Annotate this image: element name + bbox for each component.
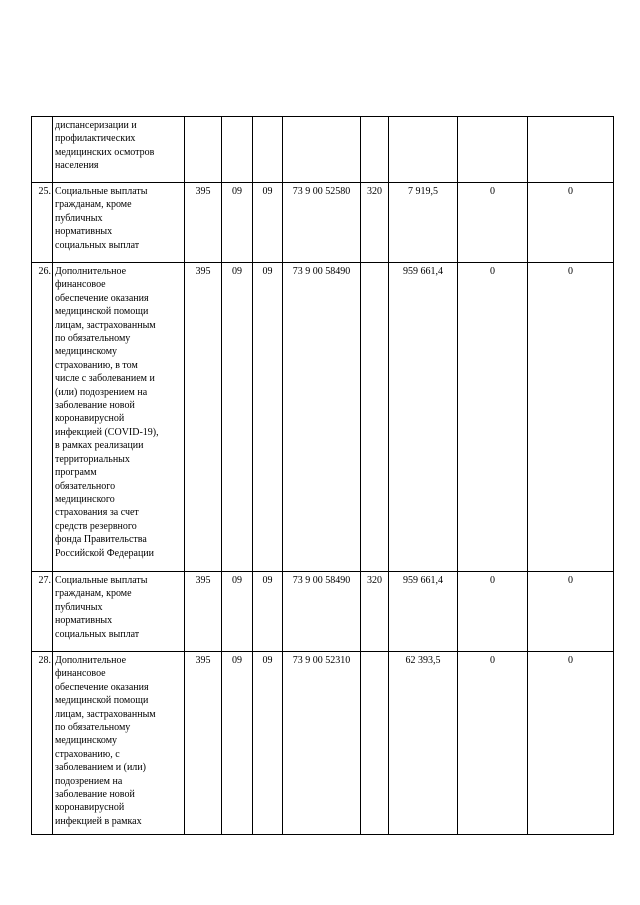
item-name-cell xyxy=(53,652,185,835)
amount-year3-cell: 0 xyxy=(528,263,614,572)
name-line: обеспечение оказания xyxy=(55,292,149,304)
name-line: профилактических xyxy=(55,133,136,145)
expense-type-cell: 320 xyxy=(361,572,389,652)
name-line: финансовое xyxy=(55,279,106,291)
target-article-cell: 73 9 00 58490 xyxy=(283,572,361,652)
table-row xyxy=(32,572,614,652)
name-line: финансовое xyxy=(55,668,106,680)
row-number-cell: 26. xyxy=(32,263,53,572)
amount-year3-cell: 0 xyxy=(528,572,614,652)
amount-year3-cell xyxy=(528,117,614,183)
item-name-cell xyxy=(53,263,185,572)
amount-year1-cell: 959 661,4 xyxy=(389,572,458,652)
amount-year1-cell: 959 661,4 xyxy=(389,263,458,572)
admin-code-cell: 395 xyxy=(185,183,222,263)
admin-code-cell: 395 xyxy=(185,572,222,652)
expense-type-cell: 320 xyxy=(361,183,389,263)
name-line: инфекцией в рамках xyxy=(55,815,142,827)
expense-type-cell xyxy=(361,263,389,572)
name-line: страхованию, в том xyxy=(55,359,138,371)
name-line: страхования за счет xyxy=(55,507,139,519)
name-line: страхованию, с xyxy=(55,748,120,760)
section-code-cell: 09 xyxy=(222,263,253,572)
name-line: медицинскому xyxy=(55,346,118,358)
target-article-cell: 73 9 00 52310 xyxy=(283,652,361,835)
amount-year2-cell: 0 xyxy=(458,572,528,652)
name-line: коронавирусной xyxy=(55,413,125,425)
name-line: обеспечение оказания xyxy=(55,681,149,693)
name-line: медицинскому xyxy=(55,735,118,747)
subsection-code-cell: 09 xyxy=(253,183,283,263)
name-line: коронавирусной xyxy=(55,802,125,814)
name-line: населения xyxy=(55,160,99,172)
target-article-cell xyxy=(283,117,361,183)
name-line: Дополнительное xyxy=(55,266,127,277)
row-number-cell: 25. xyxy=(32,183,53,263)
name-line: по обязательному xyxy=(55,722,131,734)
name-line: обязательного xyxy=(55,480,116,492)
admin-code-cell: 395 xyxy=(185,263,222,572)
amount-year2-cell xyxy=(458,117,528,183)
name-line: публичных xyxy=(55,212,103,224)
name-line: медицинского xyxy=(55,493,115,505)
table-body xyxy=(32,117,614,835)
name-line: медицинской помощи xyxy=(55,695,149,707)
name-line: по обязательному xyxy=(55,333,131,345)
amount-year2-cell: 0 xyxy=(458,652,528,835)
item-name-cell xyxy=(53,117,185,183)
expense-type-cell xyxy=(361,117,389,183)
table-row xyxy=(32,117,614,183)
name-line: публичных xyxy=(55,601,103,613)
name-line: медицинских осмотров xyxy=(55,146,155,158)
name-line: числе с заболеванием и xyxy=(55,373,155,385)
name-line: фонда Правительства xyxy=(55,534,147,546)
item-name-cell xyxy=(53,183,185,263)
admin-code-cell xyxy=(185,117,222,183)
section-code-cell xyxy=(222,117,253,183)
name-line: средств резервного xyxy=(55,520,137,532)
name-line: нормативных xyxy=(55,615,113,627)
name-line: подозрением на xyxy=(55,775,123,787)
name-line: инфекцией (COVID-19), xyxy=(55,426,159,438)
name-line: программ xyxy=(55,467,97,479)
target-article-cell: 73 9 00 52580 xyxy=(283,183,361,263)
name-line: в рамках реализации xyxy=(55,440,144,452)
name-line: лицам, застрахованным xyxy=(55,319,156,331)
table-row xyxy=(32,183,614,263)
name-line: заболевание новой xyxy=(55,789,135,801)
budget-table xyxy=(31,116,614,835)
expense-type-cell xyxy=(361,652,389,835)
name-line: Социальные выплаты xyxy=(55,575,148,586)
name-line: нормативных xyxy=(55,226,113,238)
item-name-cell xyxy=(53,572,185,652)
row-number-cell: 27. xyxy=(32,572,53,652)
amount-year3-cell: 0 xyxy=(528,652,614,835)
name-line: территориальных xyxy=(55,453,130,465)
name-line: социальных выплат xyxy=(55,628,140,640)
subsection-code-cell: 09 xyxy=(253,652,283,835)
name-line: Дополнительное xyxy=(55,655,127,666)
section-code-cell: 09 xyxy=(222,572,253,652)
name-line: заболеванием и (или) xyxy=(55,762,146,774)
subsection-code-cell: 09 xyxy=(253,263,283,572)
name-line: гражданам, кроме xyxy=(55,588,132,600)
admin-code-cell: 395 xyxy=(185,652,222,835)
row-number-cell: 28. xyxy=(32,652,53,835)
section-code-cell: 09 xyxy=(222,652,253,835)
name-line: медицинской помощи xyxy=(55,306,149,318)
amount-year1-cell: 7 919,5 xyxy=(389,183,458,263)
amount-year1-cell xyxy=(389,117,458,183)
name-line: социальных выплат xyxy=(55,239,140,251)
name-line: гражданам, кроме xyxy=(55,199,132,211)
name-line: лицам, застрахованным xyxy=(55,708,156,720)
section-code-cell: 09 xyxy=(222,183,253,263)
name-line: заболевание новой xyxy=(55,400,135,412)
amount-year1-cell: 62 393,5 xyxy=(389,652,458,835)
subsection-code-cell xyxy=(253,117,283,183)
row-number-cell xyxy=(32,117,53,183)
name-line: Социальные выплаты xyxy=(55,186,148,197)
name-line: (или) подозрением на xyxy=(55,386,148,398)
table-row xyxy=(32,652,614,835)
name-line: Российской Федерации xyxy=(55,547,155,559)
amount-year3-cell: 0 xyxy=(528,183,614,263)
subsection-code-cell: 09 xyxy=(253,572,283,652)
table-row xyxy=(32,263,614,572)
amount-year2-cell: 0 xyxy=(458,183,528,263)
name-line: диспансеризации и xyxy=(55,120,137,131)
target-article-cell: 73 9 00 58490 xyxy=(283,263,361,572)
amount-year2-cell: 0 xyxy=(458,263,528,572)
